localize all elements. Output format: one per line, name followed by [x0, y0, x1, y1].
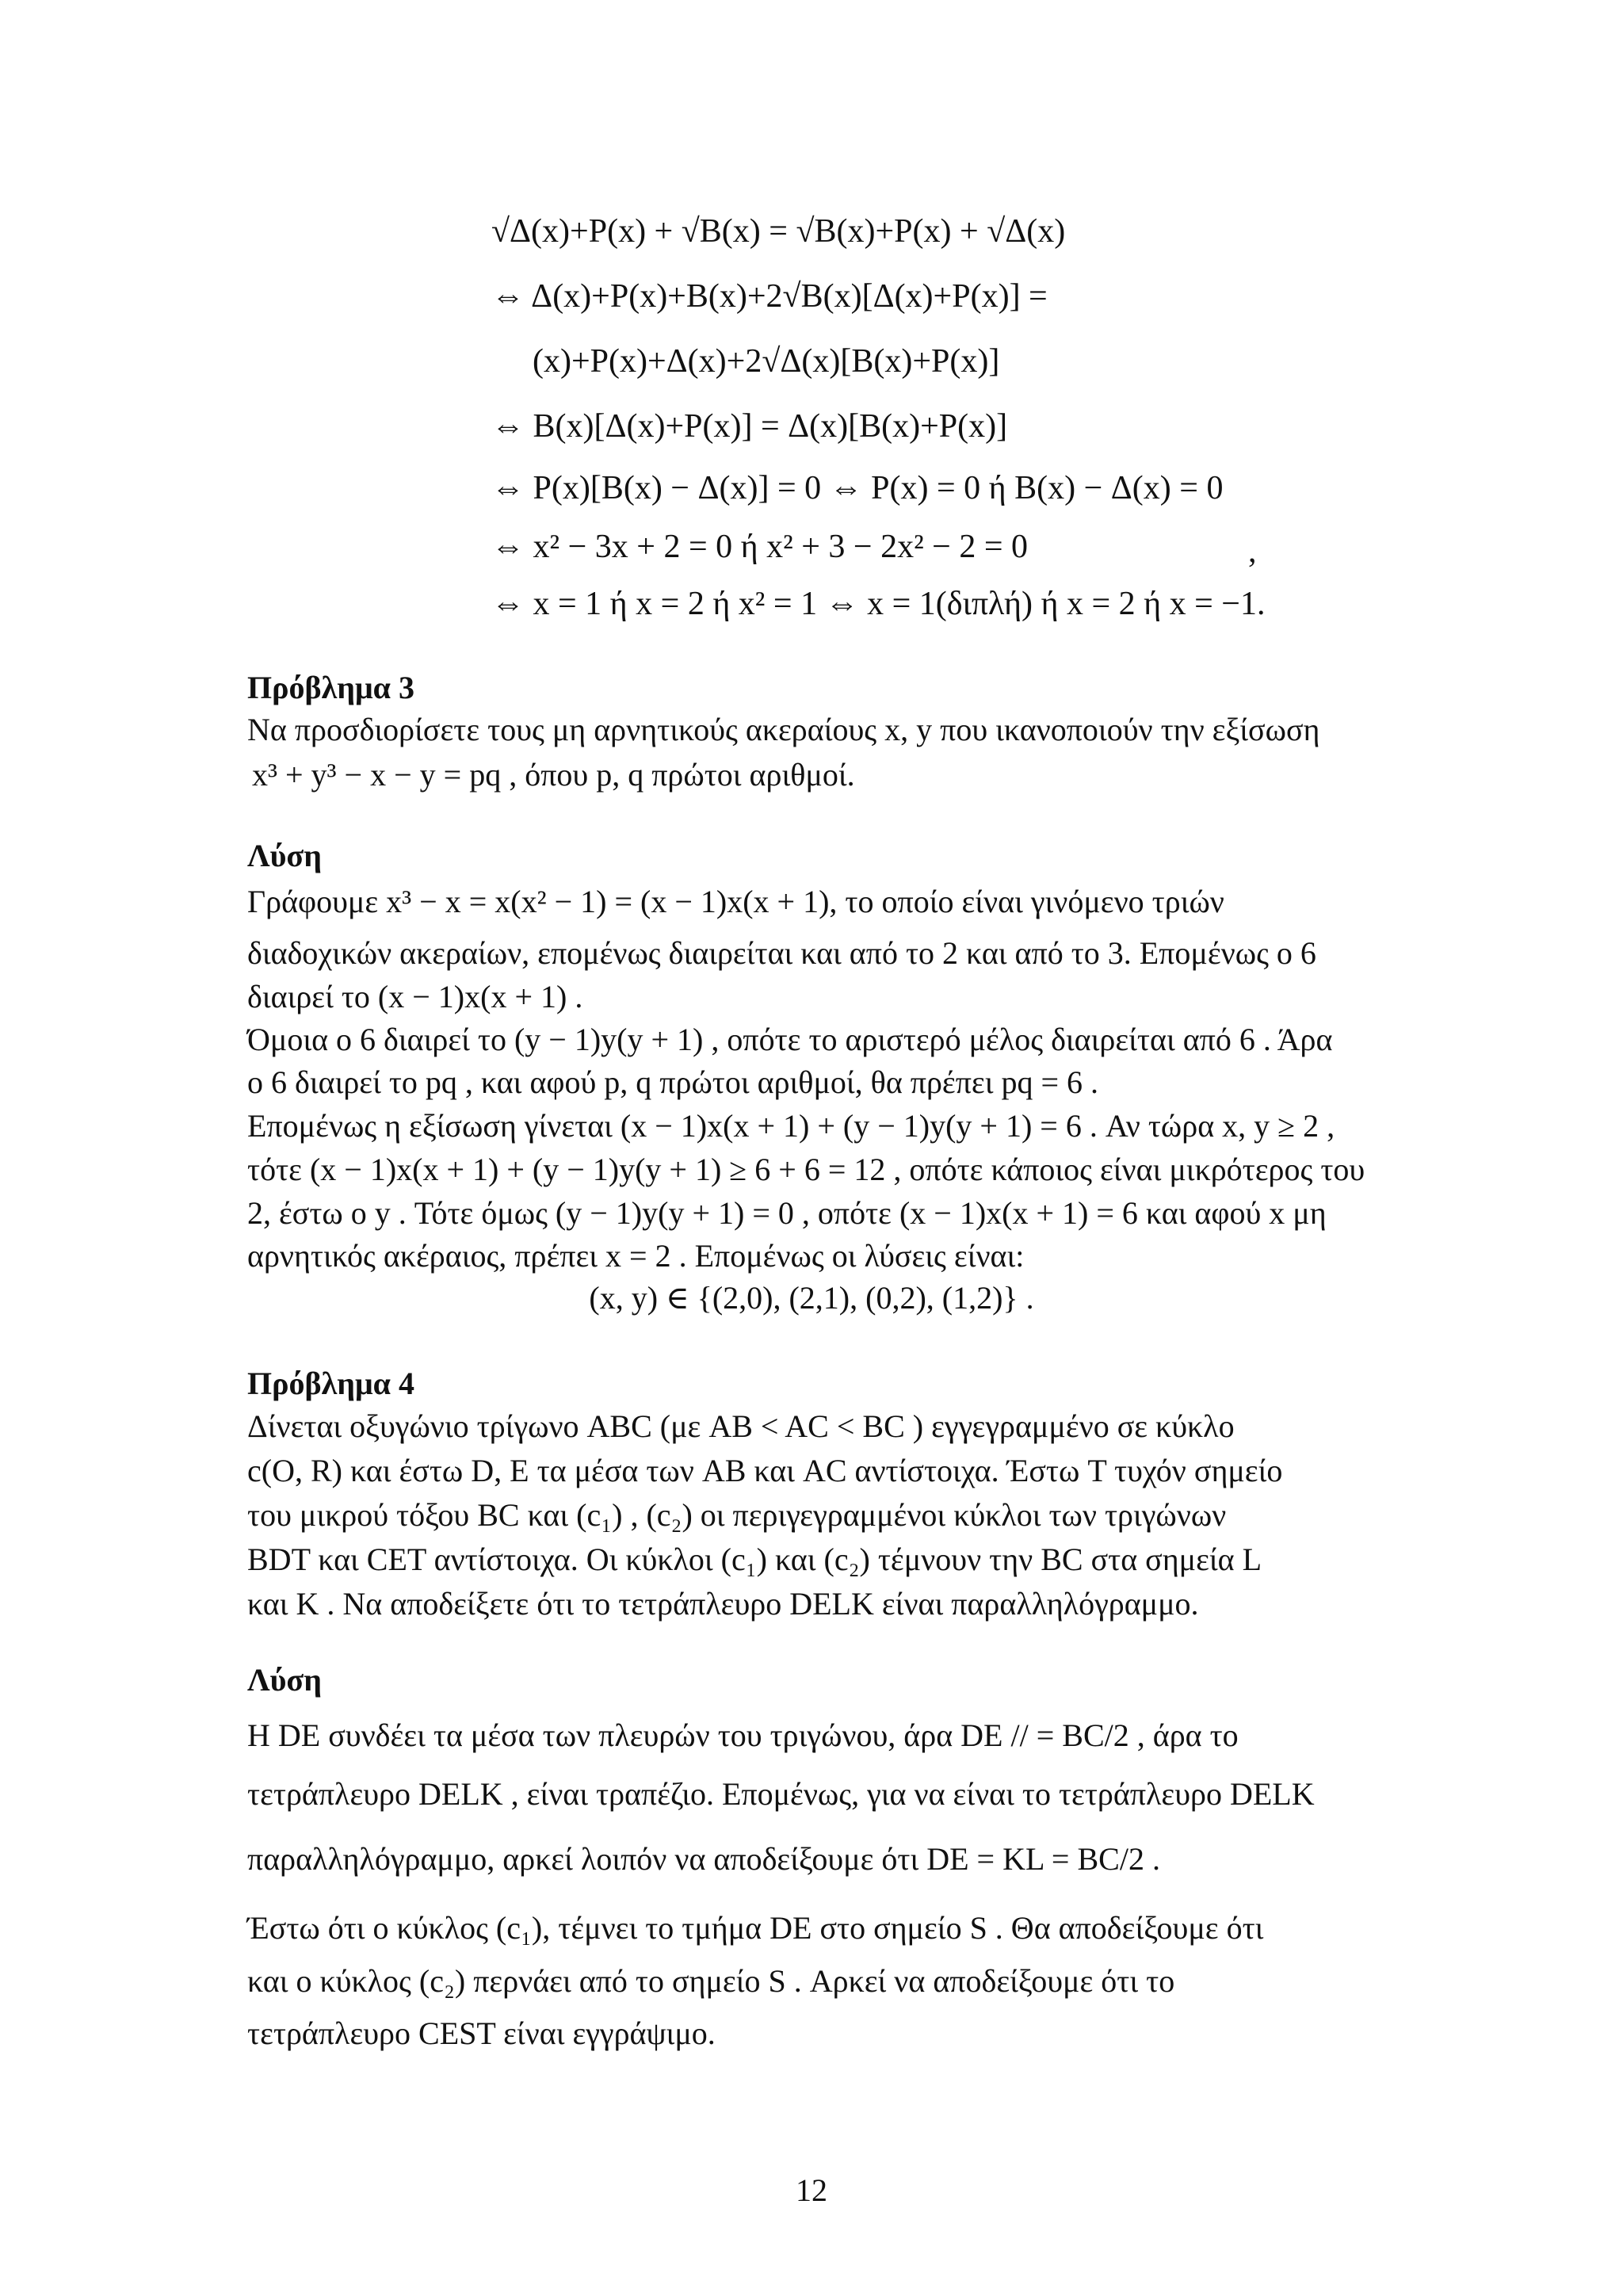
equation-line: (x)+P(x)+Δ(x)+2√Δ(x)[B(x)+P(x)] — [533, 343, 1000, 380]
problem-4-line: και K . Να αποδείξετε ότι το τετράπλευρο DELK είναι παραλληλόγραμμο. — [247, 1586, 1199, 1622]
solution-3-line: 2, έστω ο y . Τότε όμως (y − 1)y(y + 1) = 0 , οπότε (x − 1)x(x + 1) = 6 και αφού x μη — [247, 1195, 1327, 1231]
problem-4-heading: Πρόβλημα 4 — [247, 1366, 414, 1401]
solution-4-line: Έστω ότι ο κύκλος (c₁), τέμνει το τμήμα DE στο σημείο S . Θα αποδείξουμε ότι — [247, 1910, 1264, 1946]
problem-4-line: Δίνεται οξυγώνιο τρίγωνο ABC (με AB < AC < BC ) εγγεγραμμένο σε κύκλο — [247, 1408, 1235, 1444]
solution-3-heading: Λύση — [247, 838, 322, 873]
equation-line: ⇔ x² − 3x + 2 = 0 ή x² + 3 − 2x² − 2 = 0 — [491, 529, 1029, 565]
solution-3-line: διαδοχικών ακεραίων, επομένως διαιρείται και από το 2 και από το 3. Επομένως ο 6 — [247, 935, 1316, 971]
page-number: 12 — [796, 2172, 827, 2208]
solution-4-line: παραλληλόγραμμο, αρκεί λοιπόν να αποδείξουμε ότι DE = KL = BC/2 . — [247, 1841, 1160, 1877]
problem-4-line: BDT και CET αντίστοιχα. Οι κύκλοι (c₁) και (c₂) τέμνουν την BC στα σημεία L — [247, 1541, 1262, 1577]
equation-line: ⇔ B(x)[Δ(x)+P(x)] = Δ(x)[B(x)+P(x)] — [491, 408, 1008, 445]
solution-4-line: Η DE συνδέει τα μέσα των πλευρών του τριγώνου, άρα DE // = BC/2 , άρα το — [247, 1717, 1239, 1753]
equation-line: ⇔ P(x)[B(x) − Δ(x)] = 0 ⇔ P(x) = 0 ή B(x) − Δ(x) = 0 — [491, 470, 1224, 506]
solution-3-line: αρνητικός ακέραιος, πρέπει x = 2 . Επομένως οι λύσεις είναι: — [247, 1238, 1025, 1274]
equation-line: √Δ(x)+P(x) + √B(x) = √B(x)+P(x) + √Δ(x) — [491, 213, 1066, 250]
solution-4-heading: Λύση — [247, 1662, 322, 1698]
solution-3-line: Όμοια ο 6 διαιρεί το (y − 1)y(y + 1) , οπότε το αριστερό μέλος διαιρείται από 6 . Άρα — [247, 1022, 1333, 1057]
solution-4-line: τετράπλευρο CEST είναι εγγράψιμο. — [247, 2015, 716, 2051]
solutions-set: (x, y) ∈ {(2,0), (2,1), (0,2), (1,2)} . — [589, 1280, 1034, 1316]
equation-line: ⇔ x = 1 ή x = 2 ή x² = 1 ⇔ x = 1(διπλή) ή x = 2 ή x = −1. — [491, 586, 1266, 622]
solution-3-line: Γράφουμε x³ − x = x(x² − 1) = (x − 1)x(x + 1), το οποίο είναι γινόμενο τριών — [247, 884, 1224, 919]
solution-4-line: και ο κύκλος (c₂) περνάει από το σημείο S . Αρκεί να αποδείξουμε ότι το — [247, 1963, 1175, 1999]
solution-3-line: διαιρεί το (x − 1)x(x + 1) . — [247, 979, 583, 1014]
problem-4-line: c(O, R) και έστω D, E τα μέσα των AB και AC αντίστοιχα. Έστω T τυχόν σημείο — [247, 1453, 1283, 1488]
problem-3-statement-line: Να προσδιορίσετε τους μη αρνητικούς ακεραίους x, y που ικανοποιούν την εξίσωση — [247, 712, 1320, 747]
problem-3-heading: Πρόβλημα 3 — [247, 670, 414, 705]
problem-4-line: του μικρού τόξου BC και (c₁) , (c₂) οι περιγεγραμμένοι κύκλοι των τριγώνων — [247, 1497, 1227, 1533]
problem-3-statement-line: x³ + y³ − x − y = pq , όπου p, q πρώτοι αριθμοί. — [252, 757, 855, 793]
solution-3-line: ο 6 διαιρεί το pq , και αφού p, q πρώτοι αριθμοί, θα πρέπει pq = 6 . — [247, 1064, 1099, 1100]
equation-comma: , — [1248, 533, 1257, 570]
solution-3-line: τότε (x − 1)x(x + 1) + (y − 1)y(y + 1) ≥ 6 + 6 = 12 , οπότε κάποιος είναι μικρότερος του — [247, 1152, 1365, 1187]
solution-4-line: τετράπλευρο DELK , είναι τραπέζιο. Επομένως, για να είναι το τετράπλευρο DELK — [247, 1776, 1315, 1812]
equation-line: ⇔ Δ(x)+P(x)+B(x)+2√B(x)[Δ(x)+P(x)] = — [491, 278, 1048, 315]
solution-3-line: Επομένως η εξίσωση γίνεται (x − 1)x(x + 1) + (y − 1)y(y + 1) = 6 . Αν τώρα x, y ≥ 2 , — [247, 1108, 1335, 1144]
